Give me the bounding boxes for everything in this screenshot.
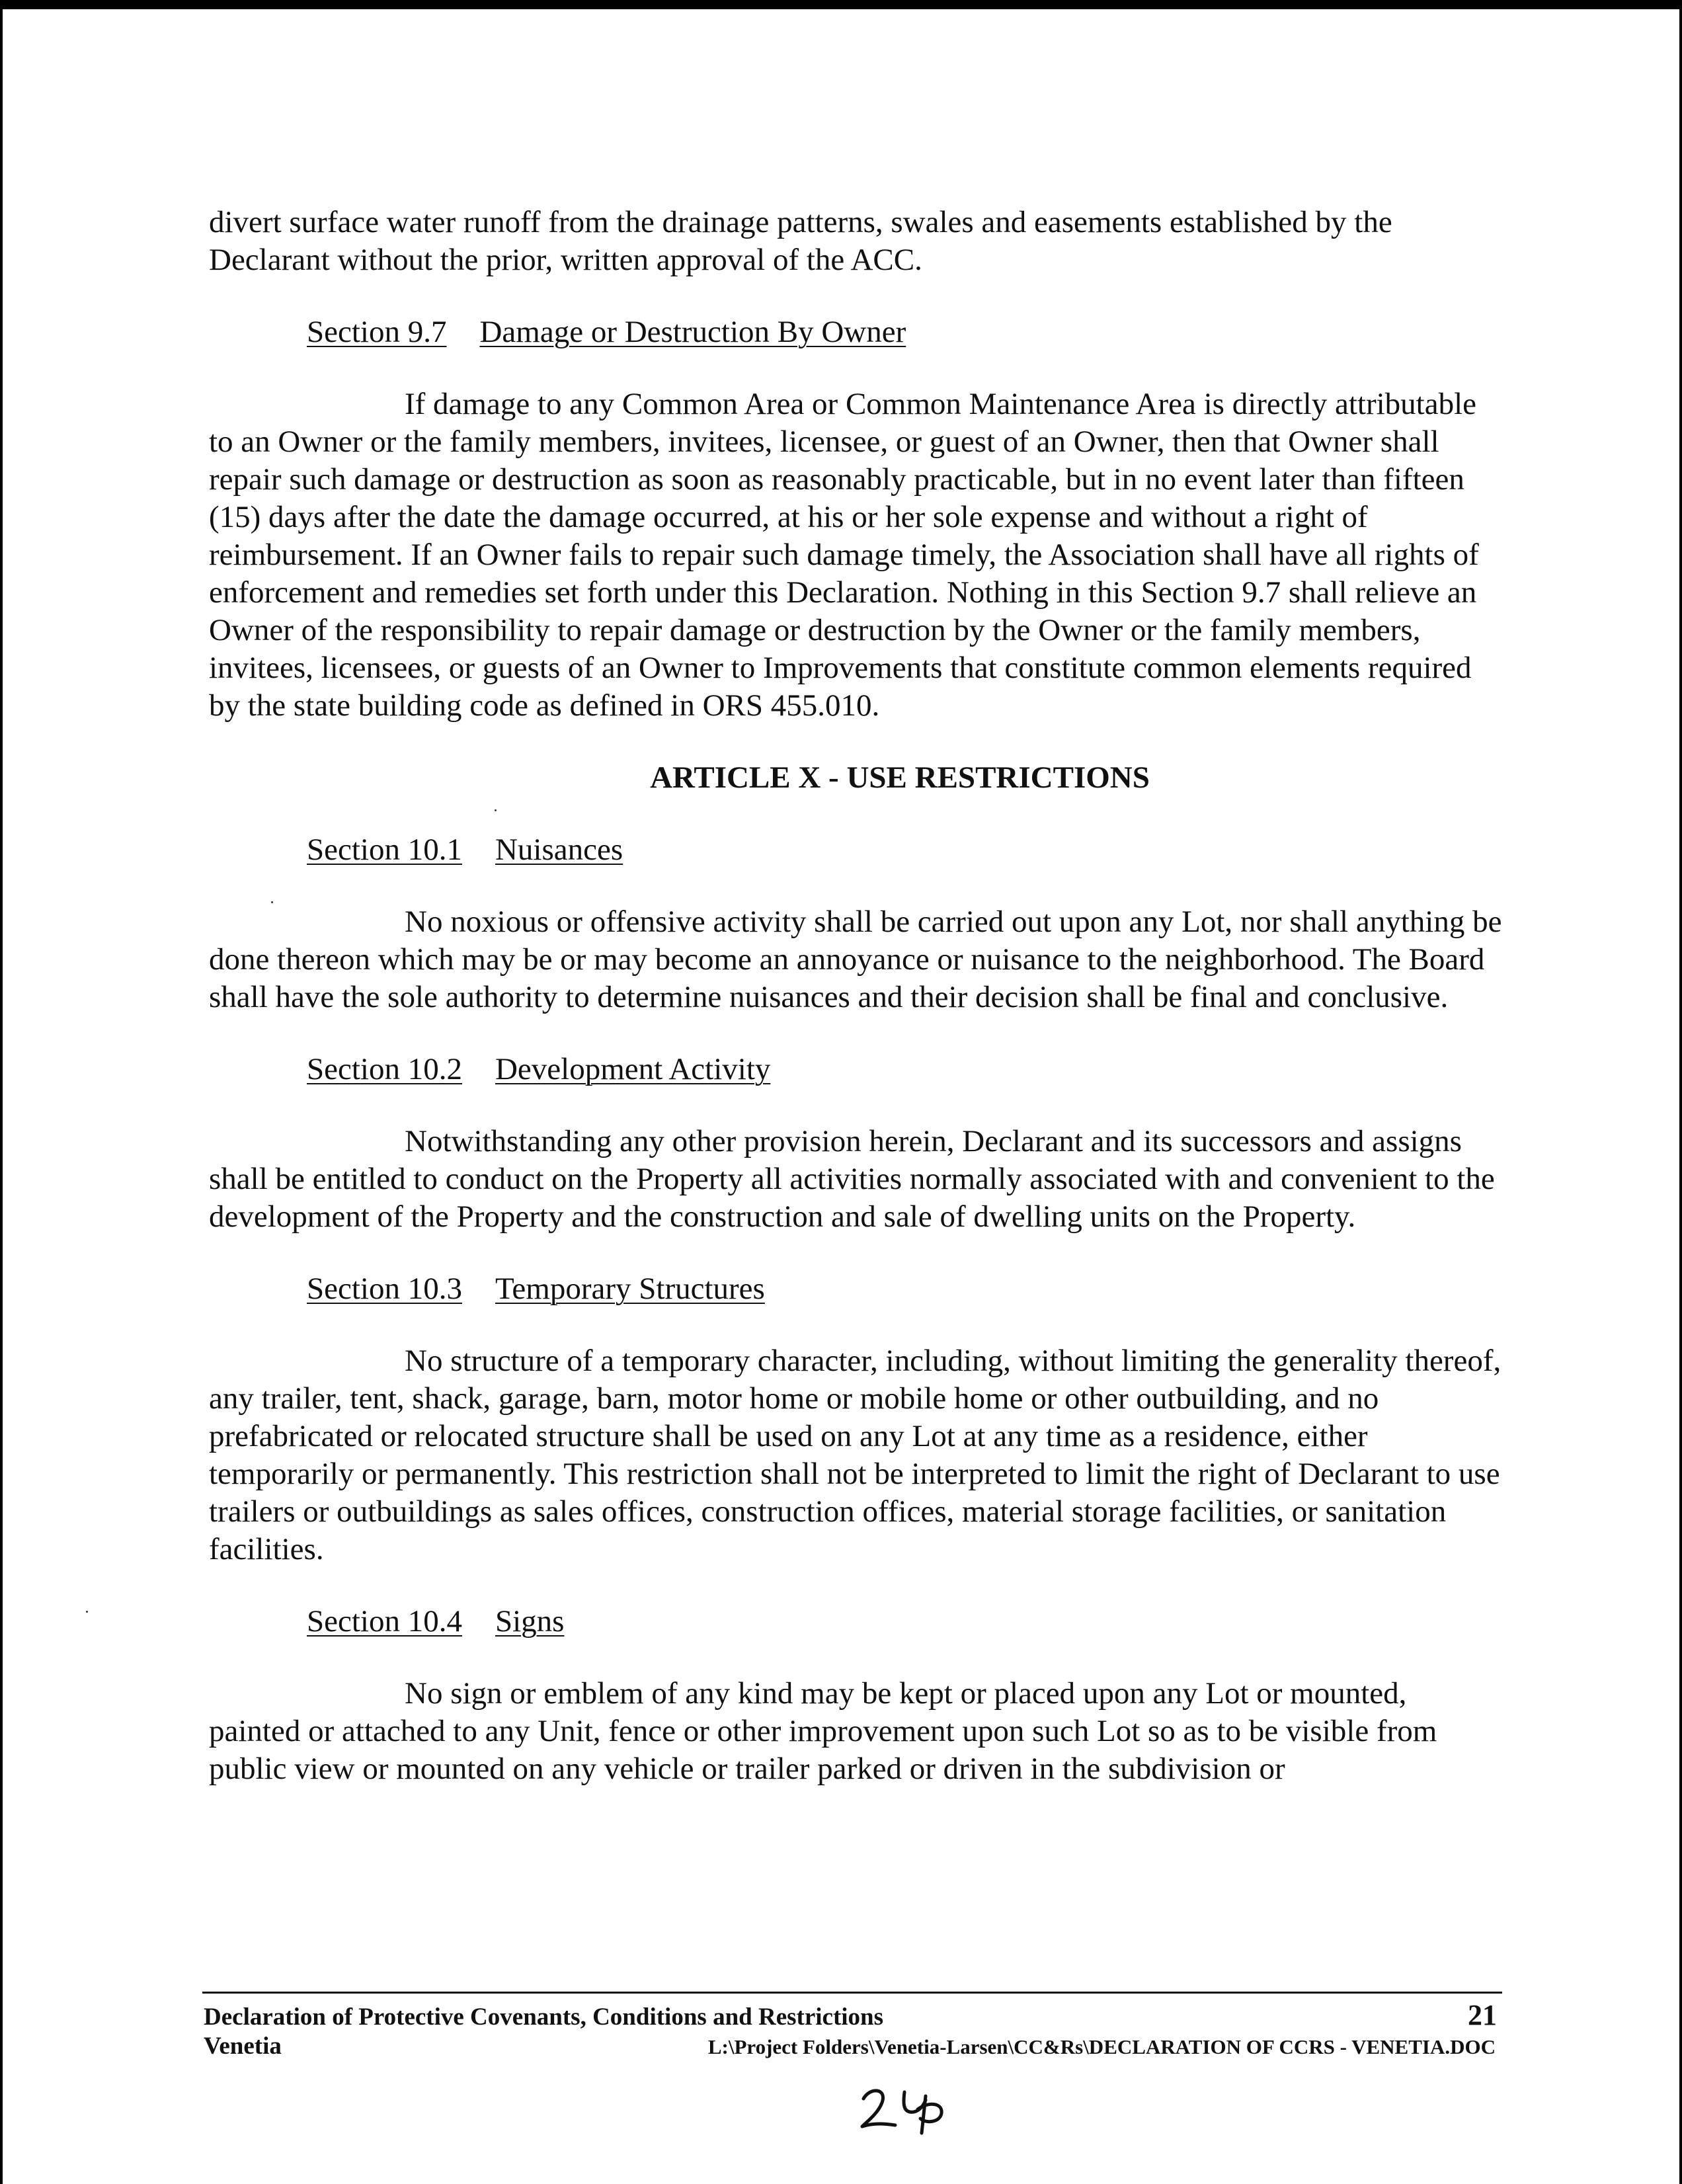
article-heading: ARTICLE X - USE RESTRICTIONS xyxy=(650,760,1150,795)
scan-edge-top xyxy=(0,0,1682,9)
section-heading-10-4 xyxy=(307,1603,1505,1640)
section-number: Section 10.3 xyxy=(307,1272,462,1306)
intro-paragraph: divert surface water runoff from the drainage patterns, swales and easements established by the Declarant without the prior, written approval of the ACC. xyxy=(209,205,1392,277)
scan-edge-right xyxy=(1679,0,1682,2184)
scan-edge-left xyxy=(0,0,3,2184)
spacer xyxy=(209,1016,1505,1051)
footer-document-title: Declaration of Protective Covenants, Conditions and Restrictions xyxy=(204,2003,884,2031)
footer-project-name: Venetia xyxy=(204,2033,282,2060)
scan-speck xyxy=(86,1611,88,1613)
section-title: Nuisances xyxy=(495,832,623,867)
footer-row-bottom xyxy=(204,2032,1501,2062)
section-number: Section 10.1 xyxy=(307,832,462,867)
spacer xyxy=(209,1088,1505,1123)
section-heading-10-2 xyxy=(307,1051,1505,1088)
scan-speck xyxy=(271,901,273,903)
section-title: Temporary Structures xyxy=(495,1272,765,1306)
handwritten-page-number xyxy=(857,2083,949,2136)
section-number: Section 10.4 xyxy=(307,1604,462,1638)
page-footer xyxy=(204,2001,1501,2062)
spacer xyxy=(209,869,1505,903)
section-title: Damage or Destruction By Owner xyxy=(479,315,906,349)
spacer xyxy=(209,725,1505,759)
section-heading-10-1 xyxy=(307,831,1505,869)
section-title: Signs xyxy=(495,1604,565,1638)
footer-file-path: L:\Project Folders\Venetia-Larsen\CC&Rs\DECLARATION OF CCRS - VENETIA.DOC xyxy=(707,2035,1496,2058)
spacer xyxy=(209,797,1505,831)
footer-divider xyxy=(202,1992,1502,1994)
spacer xyxy=(209,351,1505,385)
spacer xyxy=(209,279,1505,313)
spacer xyxy=(209,1640,1505,1675)
footer-row-top xyxy=(204,2001,1501,2032)
section-10-3-paragraph: No structure of a temporary character, including, without limiting the generality thereof, any trailer, tent, shack, garage, barn, motor home or mobile home or other outbuilding, and no prefabricated or relocated structure shall be used on any Lot at any time as a residence, either temporarily or permanently. This restriction shall not be interpreted to limit the right of Declarant to use trailers or outbuildings as sales offices, construction offices, material storage facilities, or sanitation facilities. xyxy=(209,1344,1502,1566)
section-9-7-paragraph: If damage to any Common Area or Common Maintenance Area is directly attributable to an Owner or the family members, invitees, licensee, or guest of an Owner, then that Owner shall repair such damage or destruction as soon as reasonably practicable, but in no event later than fifteen (15) days after the date the damage occurred, at his or her sole expense and without a right of reimbursement. If an Owner fails to repair such damage timely, the Association shall have all rights of enforcement and remedies set forth under this Declaration. Nothing in this Section 9.7 shall relieve an Owner of the responsibility to repair damage or destruction by the Owner or the family members, invitees, licensees, or guests of an Owner to Improvements that constitute common elements required by the state building code as defined in ORS 455.010. xyxy=(209,387,1479,723)
section-10-2-paragraph: Notwithstanding any other provision herein, Declarant and its successors and assigns shall be entitled to conduct on the Property all activities normally associated with and convenient to the development of the Property and the construction and sale of dwelling units on the Property. xyxy=(209,1124,1495,1234)
spacer xyxy=(209,1236,1505,1270)
section-10-1-paragraph: No noxious or offensive activity shall be carried out upon any Lot, nor shall anything be done thereon which may be or may become an annoyance or nuisance to the neighborhood. The Board shall have the sole authority to determine nuisances and their decision shall be final and conclusive. xyxy=(209,905,1502,1014)
section-heading-9-7 xyxy=(307,313,1505,351)
section-title: Development Activity xyxy=(495,1052,771,1086)
section-number: Section 10.2 xyxy=(307,1052,462,1086)
document-body xyxy=(209,204,1505,1788)
spacer xyxy=(209,1308,1505,1342)
section-number: Section 9.7 xyxy=(307,315,447,349)
section-heading-10-3 xyxy=(307,1270,1505,1308)
footer-page-number: 21 xyxy=(1468,1999,1497,2031)
spacer xyxy=(209,1568,1505,1603)
section-10-4-paragraph: No sign or emblem of any kind may be kept or placed upon any Lot or mounted, painted or attached to any Unit, fence or other improvement upon such Lot so as to be visible from public view or mounted on any vehicle or trailer parked or driven in the subdivision or xyxy=(209,1676,1437,1786)
scan-speck xyxy=(495,809,497,811)
